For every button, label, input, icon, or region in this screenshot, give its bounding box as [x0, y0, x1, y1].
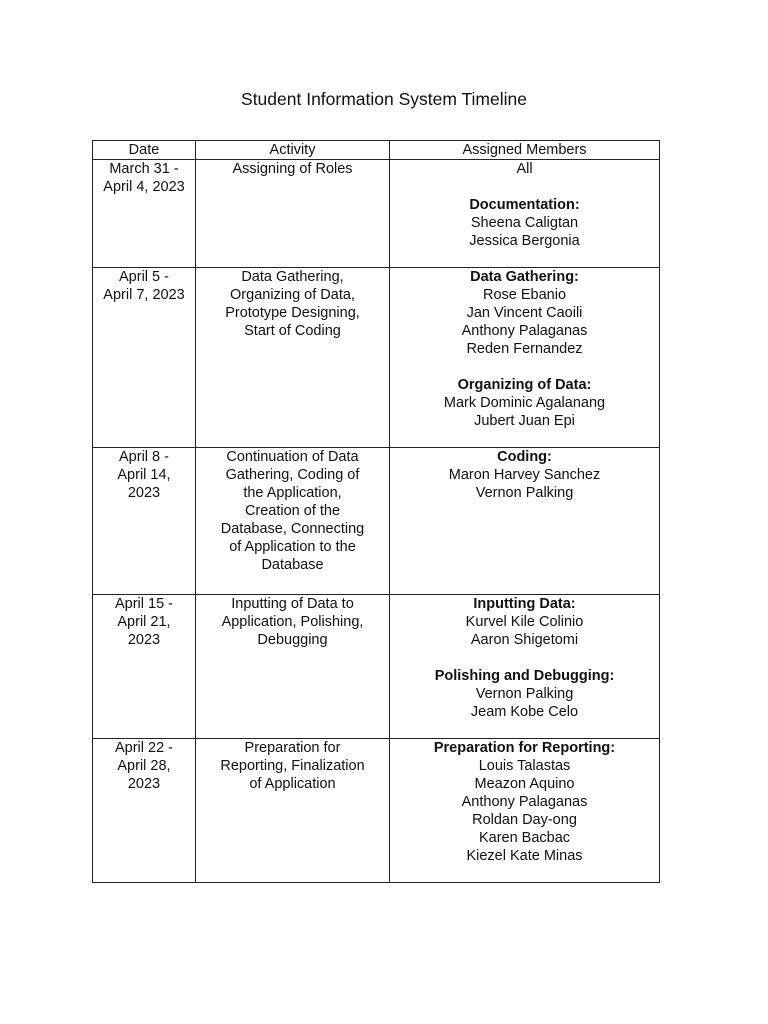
member-name: Jessica Bergonia: [469, 233, 580, 249]
date-line: 2023: [127, 485, 161, 501]
activity-cell: [196, 268, 390, 448]
activity-line: of Application to the: [229, 539, 356, 555]
member-name: Jan Vincent Caoili: [466, 305, 583, 321]
member-name: Kiezel Kate Minas: [466, 848, 583, 864]
member-name: Kurvel Kile Colinio: [465, 614, 584, 630]
date-cell: [93, 160, 196, 268]
table-row: [93, 268, 660, 448]
group-spacer: [393, 358, 656, 376]
table-row: [93, 739, 660, 883]
date-line: March 31 -: [109, 161, 179, 177]
member-name: Louis Talastas: [478, 758, 571, 774]
table-header-row: [93, 141, 660, 160]
column-header-activity: Activity: [196, 141, 390, 160]
member-name: Jeam Kobe Celo: [470, 704, 579, 720]
column-header-members: Assigned Members: [390, 141, 660, 160]
group-spacer: [393, 649, 656, 667]
activity-cell: [196, 448, 390, 595]
date-cell: [93, 739, 196, 883]
activity-line: of Application: [249, 776, 336, 792]
member-name: All: [516, 161, 533, 177]
group-heading: Data Gathering:: [470, 269, 579, 285]
activity-line: Start of Coding: [244, 323, 341, 339]
member-name: Reden Fernandez: [466, 341, 583, 357]
members-cell: [390, 448, 660, 595]
table-row: [93, 595, 660, 739]
activity-line: Data Gathering,: [241, 269, 344, 285]
group-heading: Preparation for Reporting:: [433, 740, 616, 756]
members-cell: [390, 160, 660, 268]
date-line: April 28,: [117, 758, 171, 774]
activity-line: Organizing of Data,: [230, 287, 355, 303]
activity-line: Gathering, Coding of: [225, 467, 360, 483]
activity-line: Inputting of Data to: [231, 596, 354, 612]
date-line: April 8 -: [119, 449, 169, 465]
members-cell: [390, 739, 660, 883]
activity-line: Prototype Designing,: [225, 305, 360, 321]
member-name: Meazon Aquino: [474, 776, 575, 792]
timeline-table: [92, 140, 660, 883]
member-name: Mark Dominic Agalanang: [443, 395, 606, 411]
date-cell: [93, 595, 196, 739]
table-row: [93, 448, 660, 595]
date-cell: [93, 448, 196, 595]
member-name: Rose Ebanio: [482, 287, 567, 303]
activity-line: Application, Polishing,: [221, 614, 364, 630]
date-line: April 14,: [117, 467, 171, 483]
activity-line: Continuation of Data: [226, 449, 359, 465]
date-cell: [93, 268, 196, 448]
members-cell: [390, 595, 660, 739]
activity-line: Database: [261, 557, 324, 573]
activity-line: Assigning of Roles: [232, 161, 353, 177]
activity-line: Reporting, Finalization: [220, 758, 365, 774]
date-line: April 4, 2023: [103, 179, 185, 195]
date-line: April 21,: [117, 614, 171, 630]
members-cell: [390, 268, 660, 448]
date-line: April 22 -: [114, 740, 174, 756]
activity-cell: [196, 595, 390, 739]
activity-line: Preparation for: [244, 740, 341, 756]
group-heading: Documentation:: [469, 197, 580, 213]
date-line: 2023: [127, 776, 161, 792]
date-line: April 15 -: [114, 596, 174, 612]
group-heading: Inputting Data:: [473, 596, 576, 612]
member-name: Jubert Juan Epi: [474, 413, 575, 429]
date-line: 2023: [127, 632, 161, 648]
member-name: Maron Harvey Sanchez: [448, 467, 601, 483]
activity-line: Database, Connecting: [220, 521, 365, 537]
member-name: Roldan Day-ong: [472, 812, 577, 828]
member-name: Anthony Palaganas: [461, 323, 588, 339]
group-heading: Polishing and Debugging:: [434, 668, 615, 684]
activity-line: Creation of the: [244, 503, 341, 519]
column-header-date: Date: [93, 141, 196, 160]
activity-line: the Application,: [243, 485, 342, 501]
member-name: Vernon Palking: [475, 485, 574, 501]
member-name: Anthony Palaganas: [461, 794, 588, 810]
activity-cell: [196, 160, 390, 268]
table-row: [93, 160, 660, 268]
member-name: Aaron Shigetomi: [470, 632, 579, 648]
member-name: Karen Bacbac: [478, 830, 571, 846]
activity-cell: [196, 739, 390, 883]
group-spacer: [393, 178, 656, 196]
activity-line: Debugging: [257, 632, 328, 648]
member-name: Sheena Caligtan: [470, 215, 579, 231]
group-heading: Organizing of Data:: [457, 377, 592, 393]
date-line: April 7, 2023: [103, 287, 185, 303]
group-heading: Coding:: [497, 449, 552, 465]
date-line: April 5 -: [119, 269, 169, 285]
document-title: Student Information System Timeline: [241, 89, 527, 109]
member-name: Vernon Palking: [475, 686, 574, 702]
